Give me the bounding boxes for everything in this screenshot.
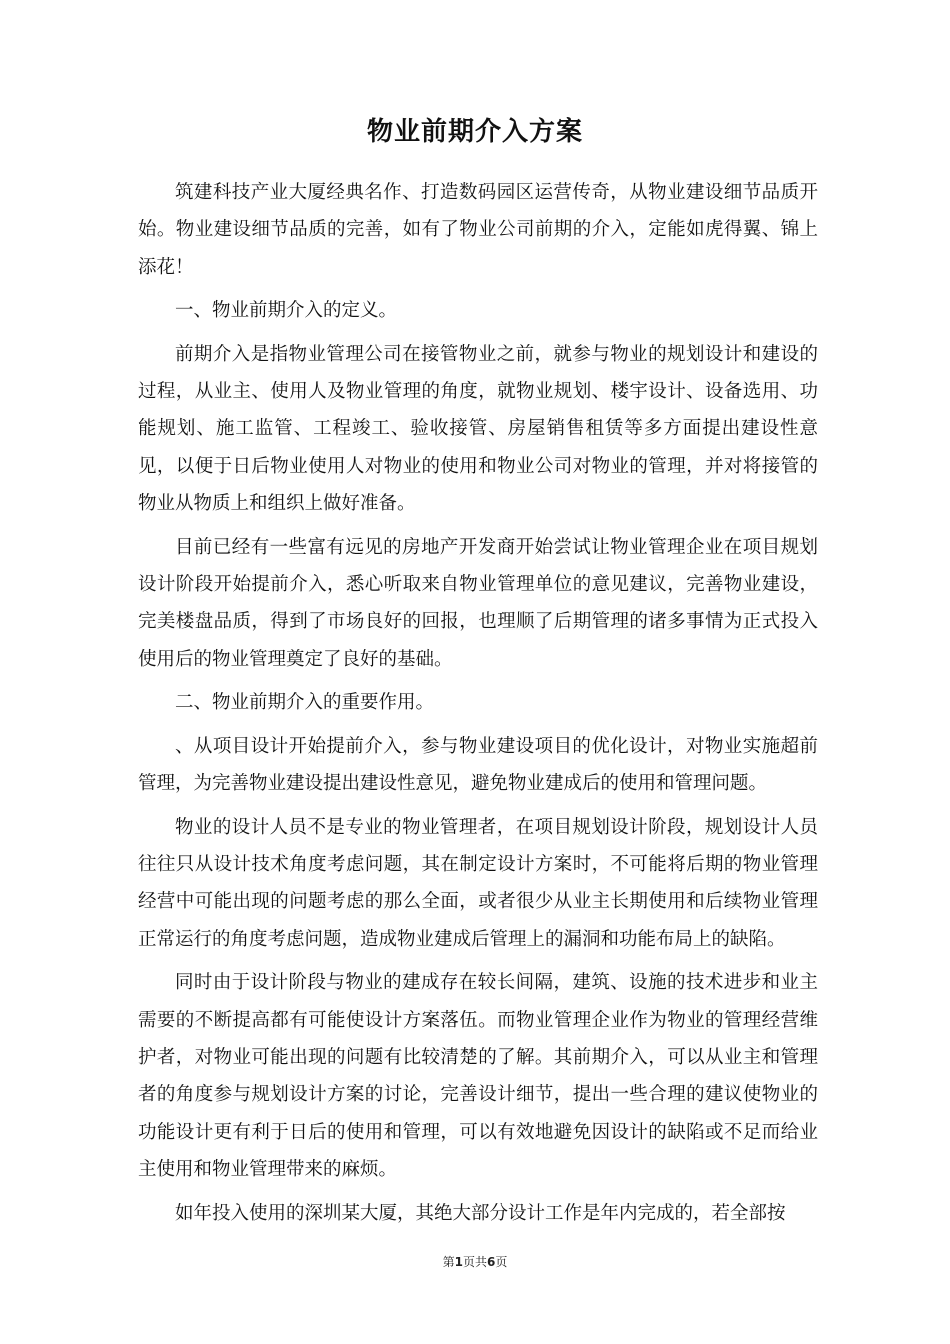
footer-total-pages: 6 <box>487 1255 496 1269</box>
footer-suffix: 页 <box>495 1255 508 1269</box>
document-body <box>138 174 818 1238</box>
footer-page-number: 1 <box>454 1255 463 1269</box>
document-title: 物业前期介入方案 <box>366 117 583 147</box>
footer-prefix: 第 <box>442 1255 455 1269</box>
section-heading: 二、物业前期介入的重要作用。 <box>175 692 435 714</box>
paragraph: 筑建科技产业大厦经典名作、打造数码园区运营传奇，从物业建设细节品质开始。物业建设细节品质的完善，如有了物业公司前期的介入，定能如虎得翼、锦上添花！ <box>138 182 818 278</box>
paragraph: 目前已经有一些富有远见的房地产开发商开始尝试让物业管理企业在项目规划设计阶段开始提前介入，悉心听取来自物业管理单位的意见建议，完善物业建设，完美楼盘品质，得到了市场良好的回报，也理顺了后期管理的诸多事情为正式投入使用后的物业管理奠定了良好的基础。 <box>138 536 818 670</box>
paragraph: 前期介入是指物业管理公司在接管物业之前，就参与物业的规划设计和建设的过程，从业主、使用人及物业管理的角度，就物业规划、楼宇设计、设备选用、功能规划、施工监管、工程竣工、验收接管、房屋销售租赁等多方面提出建设性意见，以便于日后物业使用人对物业的使用和物业公司对物业的管理，并对将接管的物业从物质上和组织上做好准备。 <box>138 343 818 515</box>
paragraph: 同时由于设计阶段与物业的建成存在较长间隔，建筑、设施的技术进步和业主需要的不断提高都有可能使设计方案落伍。而物业管理企业作为物业的管理经营维护者，对物业可能出现的问题有比较清楚的了解。其前期介入，可以从业主和管理者的角度参与规划设计方案的讨论，完善设计细节，提出一些合理的建议使物业的功能设计更有利于日后的使用和管理，可以有效地避免因设计的缺陷或不足而给业主使用和物业管理带来的麻烦。 <box>138 972 818 1181</box>
paragraph: 、从项目设计开始提前介入，参与物业建设项目的优化设计，对物业实施超前管理，为完善物业建设提出建设性意见，避免物业建成后的使用和管理问题。 <box>138 735 818 795</box>
paragraph: 物业的设计人员不是专业的物业管理者，在项目规划设计阶段，规划设计人员往往只从设计技术角度考虑问题，其在制定设计方案时，不可能将后期的物业管理经营中可能出现的问题考虑的那么全面，或者很少从业主长期使用和后续物业管理正常运行的角度考虑问题，造成物业建成后管理上的漏洞和功能布局上的缺陷。 <box>138 816 818 950</box>
footer-middle: 页共 <box>462 1255 487 1269</box>
paragraph: 如年投入使用的深圳某大厦，其绝大部分设计工作是年内完成的，若全部按 <box>175 1202 786 1224</box>
page-footer <box>0 1253 950 1270</box>
section-heading: 一、物业前期介入的定义。 <box>175 300 398 322</box>
